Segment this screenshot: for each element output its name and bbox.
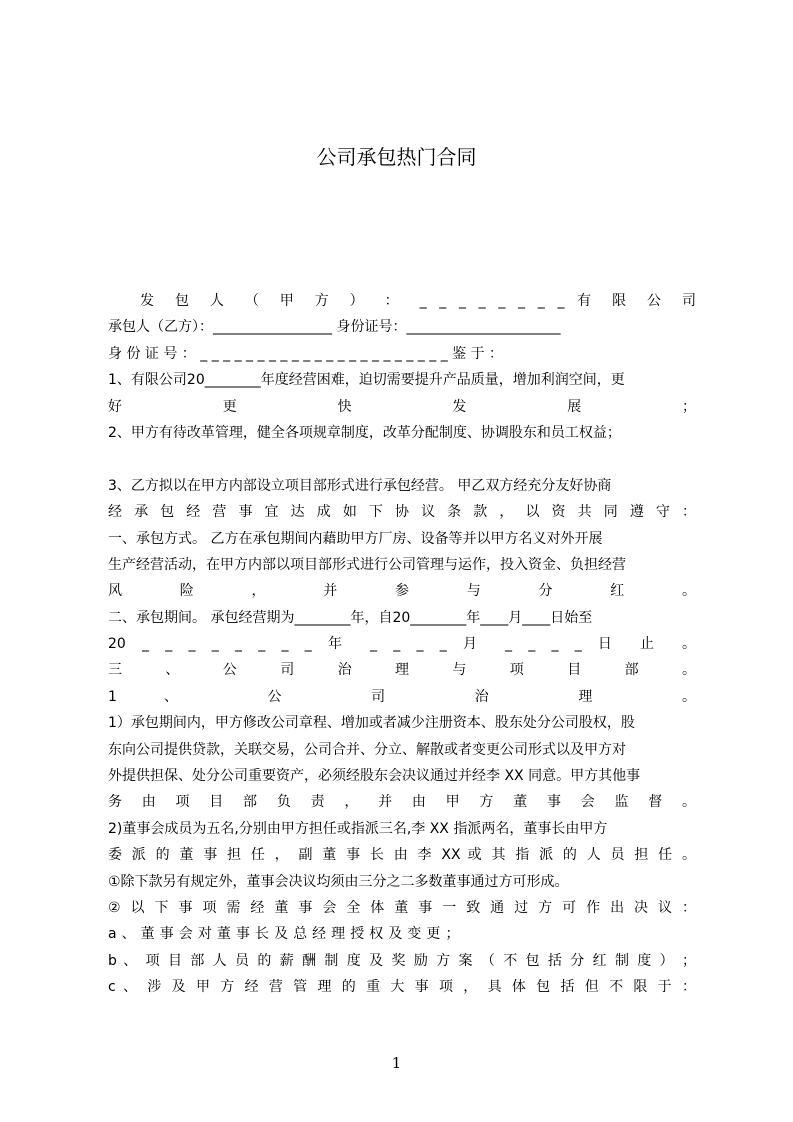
recital-2-line: 2、甲方有待改革管理，健全各项规章制度，改革分配制度、协调股东和员工权益； — [108, 424, 621, 441]
section-2-line-2: 20 _ _ _ _ _ _ _ _ 年 _ _ _ _ 月 _ _ _ _ 日 止 。 — [108, 636, 696, 653]
clause-item-a: a 、 董 事 会 对 董 事 长 及 总 经 理 授 权 及 变 更 ； — [108, 926, 460, 943]
document-body — [108, 288, 696, 1014]
clause-1-line-2: 东向公司提供贷款，关联交易，公司合并、分立、解散或者变更公司形式以及甲方对 — [108, 741, 626, 758]
clause-2-line-1: 2)董事会成员为五名,分别由甲方担任或指派三名,李 XX 指派两名，董事长由甲方 — [108, 820, 608, 837]
clause-1-line-1: 1）承包期间内，甲方修改公司章程、增加或者减少注册资本、股东处分公司股权，股 — [108, 715, 635, 732]
section-1-line-3: 风 险 ， 并 参 与 分 红 。 — [108, 583, 696, 600]
section-2-line-1: 二、承包期间。 承包经营期为________年，自20________年____月____日始至 — [108, 609, 593, 626]
recital-3-line-2: 经 承 包 经 营 事 宜 达 成 如 下 协 议 条 款 ， 以 资 共 同 遵 守 ： — [108, 504, 696, 521]
clause-item-b: b 、 项 目 部 人 员 的 薪 酬 制 度 及 奖 励 方 案 （ 不 包 括 分 红 制 度 ） ； — [108, 952, 696, 969]
recital-1-line-1: 1、有限公司20________年度经营困难，迫切需要提升产品质量，增加利润空间，更 — [108, 372, 625, 389]
blank-line — [108, 446, 696, 472]
contract-party-a-line: 发 包 人 （ 甲 方 ） ： _ _ _ _ _ _ _ _ 有 限 公 司 — [140, 293, 696, 309]
section-1-line-1: 一、承包方式。 乙方在承包期间内藉助甲方厂房、设备等并以甲方名义对外开展 — [108, 530, 603, 547]
clause-item-c: c 、 涉 及 甲 方 经 营 管 理 的 重 大 事 项 ， 具 体 包 括 但 不 限 于 ： — [108, 979, 696, 996]
clause-2-item-2: ② 以 下 事 项 需 经 董 事 会 全 体 董 事 一 致 通 过 方 可 作 出 决 议 ： — [108, 899, 696, 916]
recital-3-line-1: 3、乙方拟以在甲方内部设立项目部形式进行承包经营。 甲乙双方经充分友好协商 — [108, 477, 612, 494]
clause-1-line-3: 外提供担保、处分公司重要资产，必须经股东会决议通过并经李 XX 同意。甲方其他事 — [108, 768, 641, 785]
page-number: 1 — [391, 1054, 402, 1072]
section-3-heading: 三 、 公 司 治 理 与 项 目 部 。 — [108, 662, 696, 679]
clause-1-line-4: 务 由 项 目 部 负 责 ， 并 由 甲 方 董 事 会 监 督 。 — [108, 794, 696, 811]
clause-2-line-2: 委 派 的 董 事 担 任 ， 副 董 事 长 由 李 XX 或 其 指 派 的 人 员 担 任 。 — [108, 847, 696, 864]
section-1-line-2: 生产经营活动，在甲方内部以项目部形式进行公司管理与运作，投入资金、负担经营 — [108, 556, 626, 573]
id-number-line: 身 份 证 号 ： _ _ _ _ _ _ _ _ _ _ _ _ _ _ _ _ _ _ _ _ _ _ 鉴 于 ： — [108, 345, 504, 362]
contract-party-b-line: 承包人（乙方）：_________________ 身份证号：______________________ — [108, 319, 561, 336]
subsection-1-heading: 1 、 公 司 治 理 。 — [108, 688, 696, 705]
recital-1-line-2: 好 更 快 发 展 ； — [108, 398, 696, 415]
clause-2-item-1: ①除下款另有规定外，董事会决议均须由三分之二多数董事通过方可形成。 — [108, 873, 569, 890]
document-title: 公司承包热门合同 — [316, 145, 477, 169]
